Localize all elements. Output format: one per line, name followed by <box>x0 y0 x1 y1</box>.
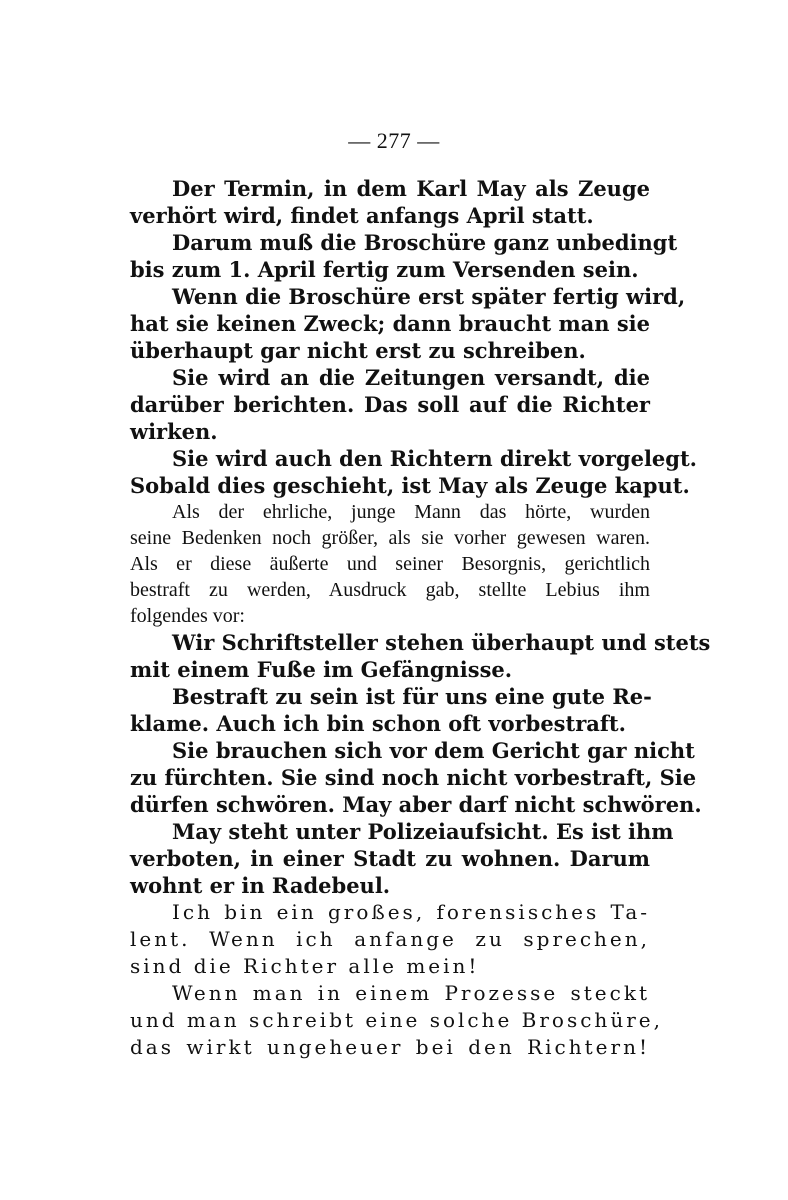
text-line: seine Bedenken noch größer, als sie vorher gewesen waren. <box>130 527 650 549</box>
text-line: mit einem Fuße im Gefängnisse. <box>130 657 513 682</box>
body-text <box>130 175 711 1061</box>
text-line: Der Termin, in dem Karl May als Zeuge <box>172 176 650 201</box>
page-number: — 277 — <box>348 128 440 153</box>
text-line: zu fürchten. Sie sind noch nicht vorbestraft, Sie <box>130 765 697 790</box>
text-line: klame. Auch ich bin schon oft vorbestraft. <box>130 711 626 736</box>
text-line: wirken. <box>130 419 218 444</box>
text-line: May steht unter Polizeiaufsicht. Es ist ihm <box>172 819 674 844</box>
text-line: überhaupt gar nicht erst zu schreiben. <box>130 338 586 363</box>
text-line: Wir Schriftsteller stehen überhaupt und stets <box>172 630 711 655</box>
text-line: sind die Richter alle mein! <box>130 954 480 978</box>
text-line: hat sie keinen Zweck; dann braucht man sie <box>130 311 651 336</box>
text-line: verhört wird, findet anfangs April statt. <box>130 203 594 228</box>
text-line: bestraft zu werden, Ausdruck gab, stellte Lebius ihm <box>130 579 650 601</box>
text-line: verboten, in einer Stadt zu wohnen. Darum <box>130 846 650 871</box>
text-line: bis zum 1. April fertig zum Versenden sein. <box>130 257 639 282</box>
text-line: und man schreibt eine solche Broschüre, <box>130 1008 663 1032</box>
text-line: das wirkt ungeheuer bei den Richtern! <box>130 1035 650 1059</box>
text-line: Darum muß die Broschüre ganz unbedingt <box>172 230 678 255</box>
text-line: Als der ehrliche, junge Mann das hörte, wurden <box>172 501 650 523</box>
text-line: Sie wird an die Zeitungen versandt, die <box>172 365 650 390</box>
text-line: Ich bin ein großes, forensisches Ta- <box>172 900 650 924</box>
text-line: Sie wird auch den Richtern direkt vorgelegt. <box>172 446 697 471</box>
text-line: Als er diese äußerte und seiner Besorgnis, gerichtlich <box>130 553 650 575</box>
text-line: Sie brauchen sich vor dem Gericht gar nicht <box>172 738 695 763</box>
text-line: wohnt er in Radebeul. <box>130 873 391 898</box>
text-line: folgendes vor: <box>130 605 245 627</box>
text-line: Wenn man in einem Prozesse steckt <box>172 981 650 1005</box>
text-line: darüber berichten. Das soll auf die Richter <box>130 392 650 417</box>
text-line: Bestraft zu sein ist für uns eine gute Re- <box>172 684 652 709</box>
text-line: lent. Wenn ich anfange zu sprechen, <box>130 927 650 951</box>
text-line: Sobald dies geschieht, ist May als Zeuge kaput. <box>130 473 690 498</box>
text-line: Wenn die Broschüre erst später fertig wird, <box>172 284 686 309</box>
text-line: dürfen schwören. May aber darf nicht schwören. <box>130 792 702 817</box>
